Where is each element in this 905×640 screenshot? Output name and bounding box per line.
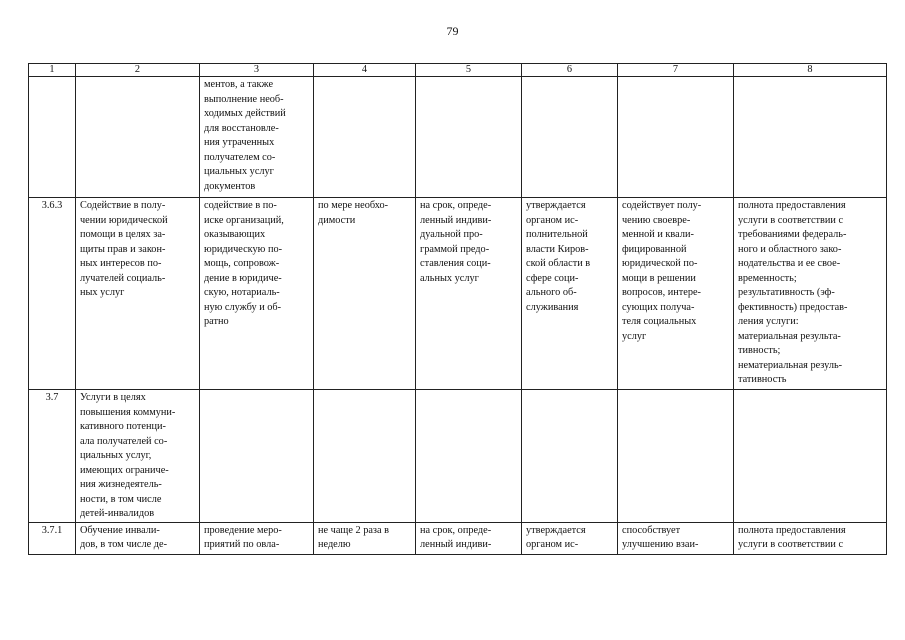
norm-cell: утверждается органом ис- xyxy=(522,522,618,554)
table-row xyxy=(29,390,887,523)
norm-cell: утверждается органом ис- полнительной власти Киров- ской области в сфере соци- ального об- служивания xyxy=(522,198,618,390)
column-header: 1 xyxy=(29,64,76,77)
term-cell xyxy=(416,77,522,198)
table-row xyxy=(29,77,887,198)
column-header: 3 xyxy=(200,64,314,77)
service-description-cell xyxy=(200,390,314,523)
frequency-cell xyxy=(314,77,416,198)
column-header: 2 xyxy=(76,64,200,77)
result-cell: способствует улучшению взаи- xyxy=(618,522,734,554)
service-name-cell xyxy=(76,77,200,198)
result-cell xyxy=(618,390,734,523)
services-table xyxy=(28,63,887,555)
table-row xyxy=(29,198,887,390)
term-cell xyxy=(416,390,522,523)
column-header: 4 xyxy=(314,64,416,77)
frequency-cell: не чаще 2 раза в неделю xyxy=(314,522,416,554)
service-description-cell: проведение меро- приятий по овла- xyxy=(200,522,314,554)
table-header-row xyxy=(29,64,887,77)
result-cell: содействует полу- чению своевре- менной и квали- фицированной юридической по- мощи в решении вопросов, интере- сующих получа- теля социальных услуг xyxy=(618,198,734,390)
norm-cell xyxy=(522,390,618,523)
table-row xyxy=(29,522,887,554)
frequency-cell xyxy=(314,390,416,523)
quality-criteria-cell xyxy=(734,390,887,523)
service-description-cell: содействие в по- иске организаций, оказывающих юридическую по- мощь, сопровож- дение в юридиче- скую, нотариаль- ную службу и об- ратно xyxy=(200,198,314,390)
row-number-cell: 3.6.3 xyxy=(29,198,76,390)
term-cell: на срок, опреде- ленный индиви- xyxy=(416,522,522,554)
norm-cell xyxy=(522,77,618,198)
service-name-cell: Содействие в полу- чении юридической помощи в целях за- щиты прав и закон- ных интересов по- лучателей социаль- ных услуг xyxy=(76,198,200,390)
quality-criteria-cell: полнота предоставления услуги в соответствии с требованиями федераль- ного и областного зако- нодательства и ее свое- временность; результативность (эф- фективность) предостав- ления услуги: материальная результа- тивность; нематериальная резуль- тативность xyxy=(734,198,887,390)
service-description-cell: ментов, а также выполнение необ- ходимых действий для восстановле- ния утраченных получателем со- циальных услуг документов xyxy=(200,77,314,198)
column-header: 8 xyxy=(734,64,887,77)
column-header: 7 xyxy=(618,64,734,77)
result-cell xyxy=(618,77,734,198)
frequency-cell: по мере необхо- димости xyxy=(314,198,416,390)
row-number-cell: 3.7 xyxy=(29,390,76,523)
column-header: 6 xyxy=(522,64,618,77)
row-number-cell: 3.7.1 xyxy=(29,522,76,554)
column-header: 5 xyxy=(416,64,522,77)
page-number: 79 xyxy=(446,24,459,38)
quality-criteria-cell: полнота предоставления услуги в соответствии с xyxy=(734,522,887,554)
service-name-cell: Услуги в целях повышения коммуни- кативного потенци- ала получателей со- циальных услуг, имеющих ограниче- ния жизнедеятель- ности, в том числе детей-инвалидов xyxy=(76,390,200,523)
service-name-cell: Обучение инвали- дов, в том числе де- xyxy=(76,522,200,554)
row-number-cell xyxy=(29,77,76,198)
quality-criteria-cell xyxy=(734,77,887,198)
term-cell: на срок, опреде- ленный индиви- дуальной про- граммой предо- ставления соци- альных услуг xyxy=(416,198,522,390)
